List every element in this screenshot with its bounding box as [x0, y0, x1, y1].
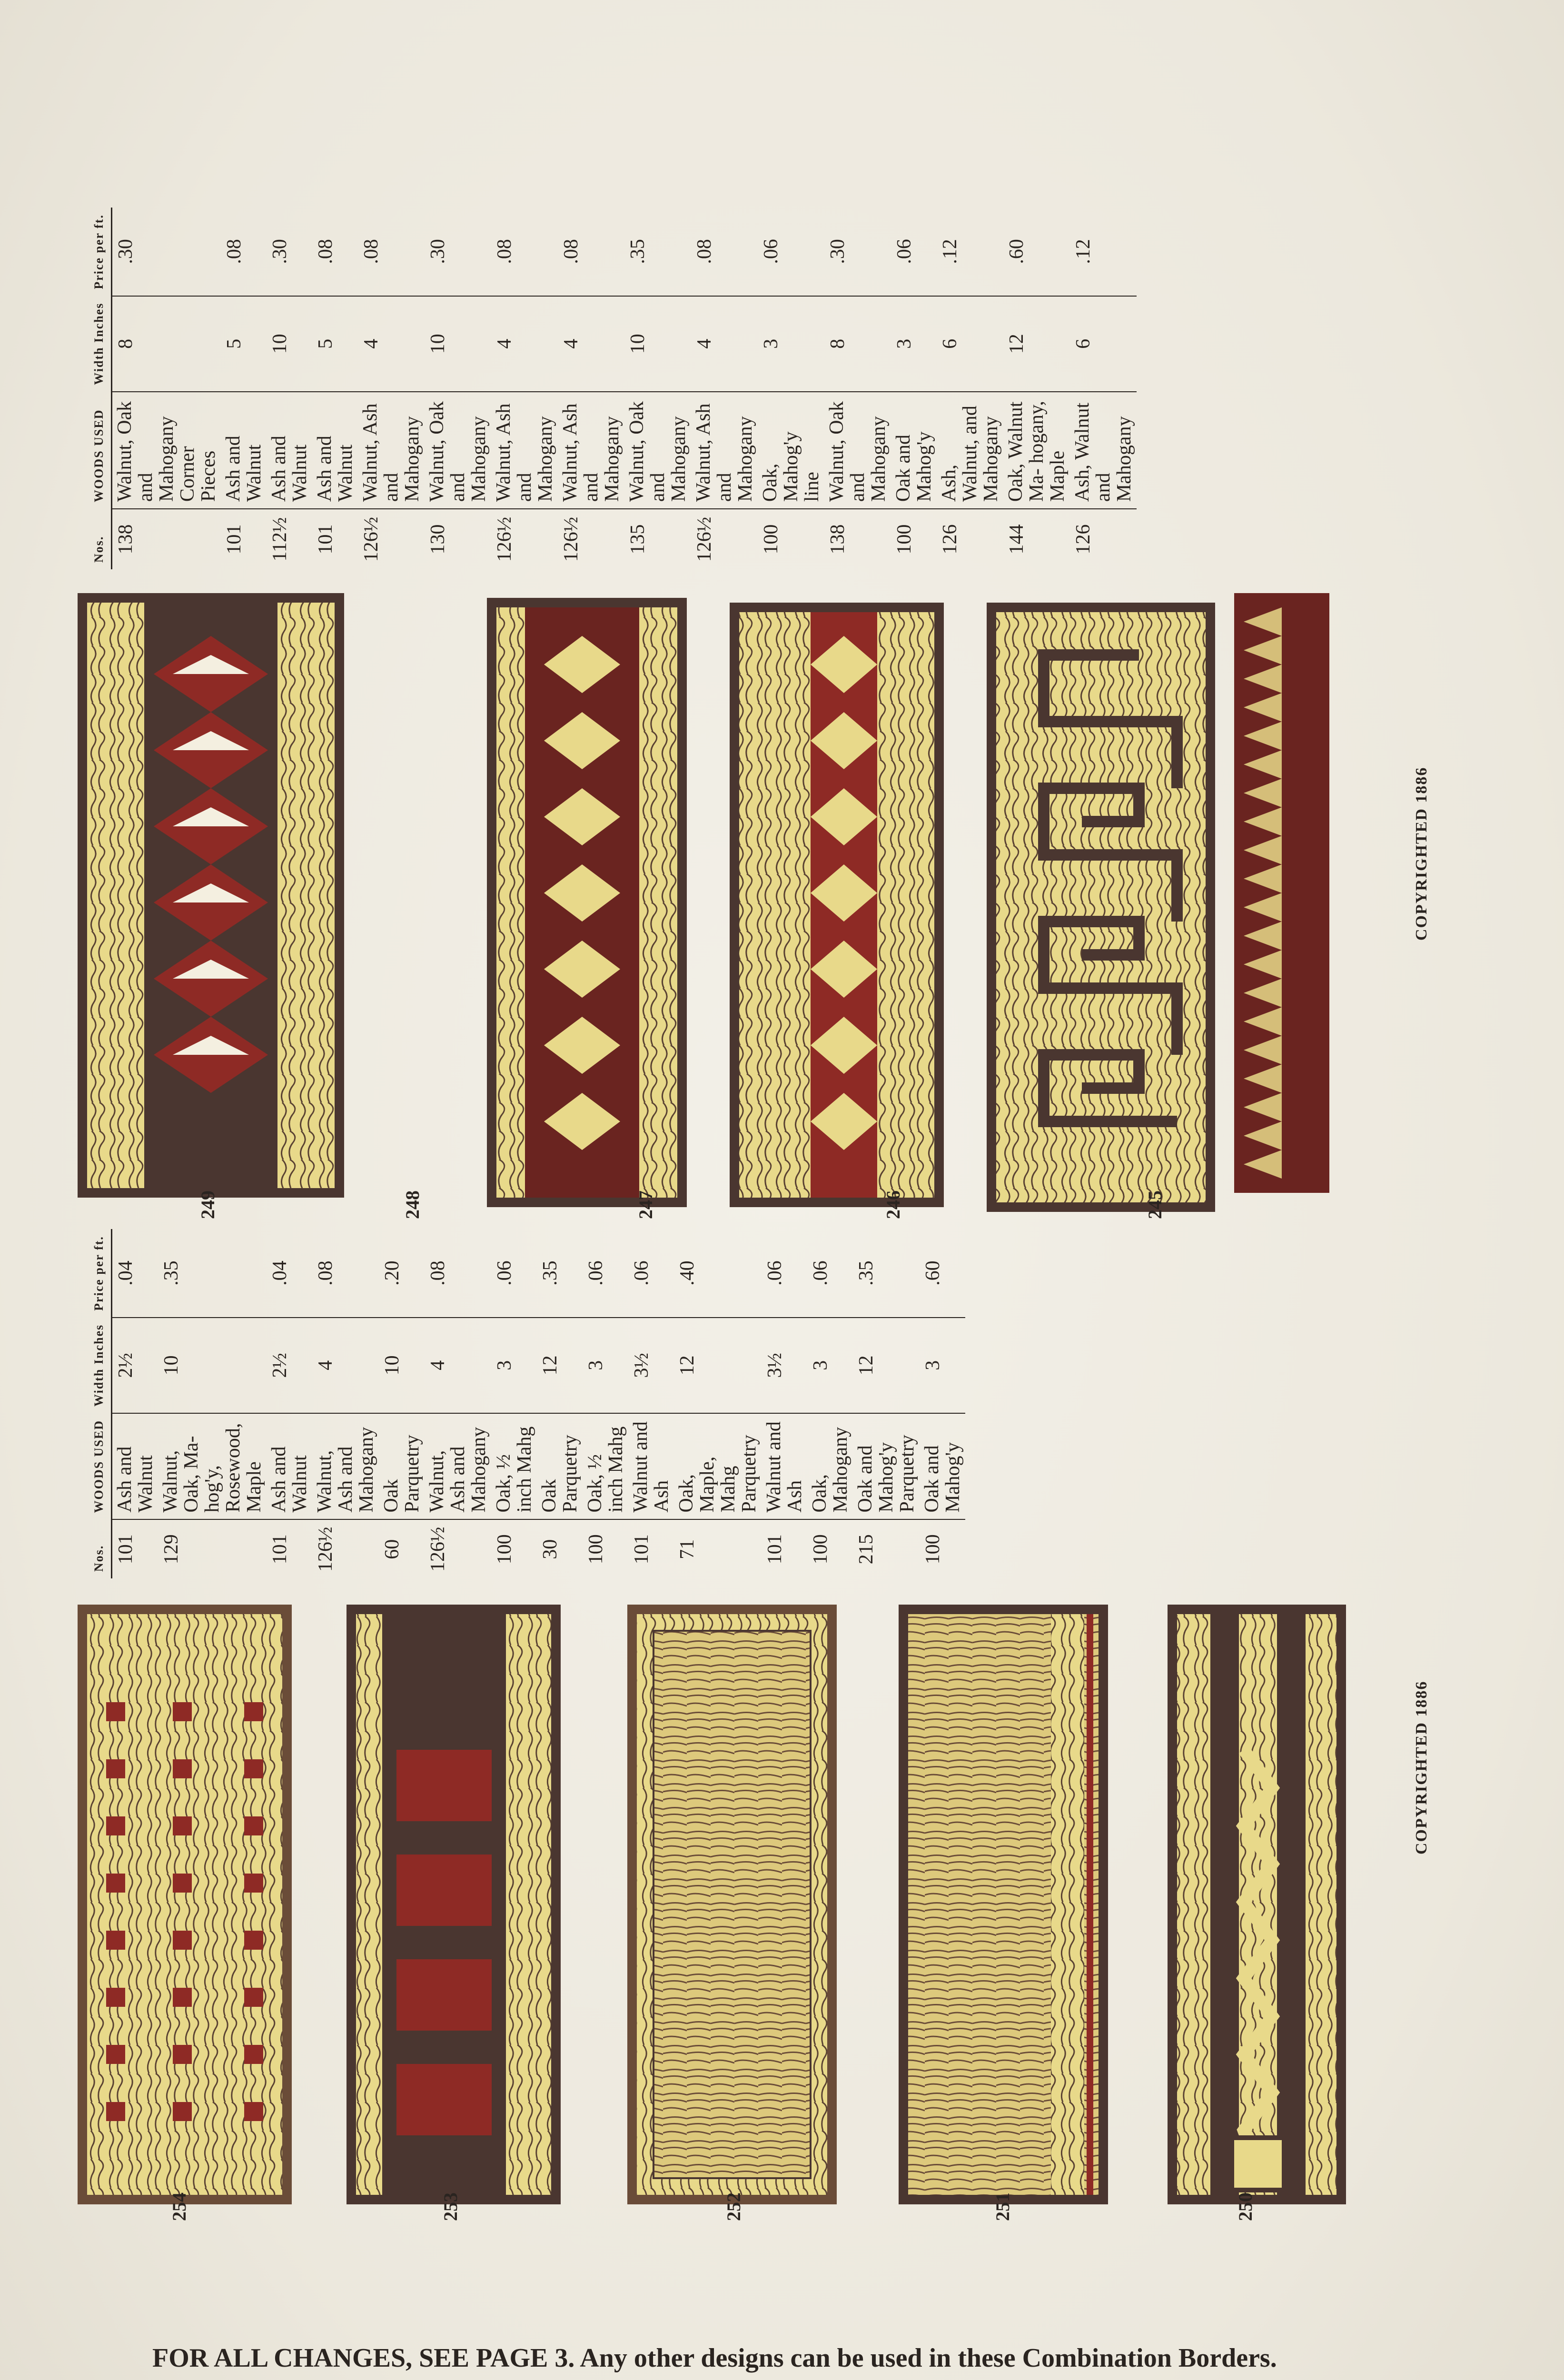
col-woods: WOODS USED — [87, 392, 112, 509]
width-cell: 3 — [920, 1318, 965, 1413]
price-cell: .06 — [758, 208, 824, 296]
width-cell: 4 — [425, 1318, 491, 1413]
woods-cell: Oak, Mahogany — [807, 1413, 853, 1520]
border-sample-252 — [627, 1605, 837, 2204]
width-cell: 10 — [379, 1318, 425, 1413]
lower-table-body — [112, 208, 1137, 569]
nos-cell: 112½ — [269, 517, 291, 562]
table-row — [920, 1229, 965, 1578]
table-row — [628, 1229, 674, 1578]
price-cell: .08 — [491, 208, 558, 296]
woods-cell: Walnut, Oak and Mahogany Corner Pieces — [112, 392, 221, 509]
price-cell: .08 — [425, 1229, 491, 1318]
woods-cell: Oak Parquetry — [379, 1413, 425, 1520]
table-row — [937, 208, 1003, 569]
nos-cell: 101 — [115, 1534, 137, 1565]
woods-cell: Ash, Walnut, and Mahogany — [937, 392, 1003, 509]
board-number-245: 245 — [1144, 1190, 1166, 1219]
border-sample-250 — [1168, 1605, 1346, 2204]
col-nos: Nos. — [87, 509, 112, 569]
table-row — [112, 208, 221, 569]
table-row — [758, 208, 824, 569]
price-cell: .08 — [691, 208, 758, 296]
width-cell: 12 — [674, 1318, 762, 1413]
price-cell: .20 — [379, 1229, 425, 1318]
border-sample-246 — [987, 603, 1215, 1212]
lower-specification-table — [87, 208, 1137, 569]
nos-cell: 129 — [160, 1534, 182, 1565]
board-number-250: 250 — [1235, 2192, 1256, 2221]
woods-cell: Oak, ½ inch Mahg — [583, 1413, 628, 1520]
table-row — [824, 208, 891, 569]
nos-cell: 101 — [631, 1534, 653, 1565]
woods-cell: Ash and Walnut — [267, 1413, 312, 1520]
board-number-248: 248 — [402, 1190, 423, 1219]
col-width: Width Inches — [87, 1318, 112, 1413]
price-cell: .60 — [920, 1229, 965, 1318]
woods-cell: Ash and Walnut — [221, 392, 267, 509]
nos-cell: 101 — [315, 524, 337, 555]
width-cell: 3½ — [628, 1318, 674, 1413]
width-cell: 12 — [537, 1318, 583, 1413]
board-number-246: 246 — [882, 1190, 904, 1219]
price-cell: .35 — [853, 1229, 920, 1318]
nos-cell: 126½ — [427, 1527, 449, 1572]
width-cell: 12 — [1003, 296, 1070, 392]
board-number-249: 249 — [197, 1190, 218, 1219]
woods-cell: Walnut, Oak and Mahogany — [624, 392, 691, 509]
width-cell: 3½ — [762, 1318, 807, 1413]
woods-cell: Walnut, Ash and Mahogany — [425, 1413, 491, 1520]
nos-cell: 215 — [855, 1534, 877, 1565]
table-row — [312, 208, 358, 569]
price-cell: .08 — [312, 1229, 379, 1318]
col-price: Price per ft. — [87, 1229, 112, 1318]
col-price: Price per ft. — [87, 208, 112, 296]
nos-cell: 100 — [893, 524, 915, 555]
board-number-251: 251 — [992, 2192, 1013, 2221]
nos-cell: 126½ — [315, 1527, 337, 1572]
border-sample-245 — [1234, 593, 1329, 1193]
nos-cell: 101 — [269, 1534, 291, 1565]
width-cell: 10 — [425, 296, 491, 392]
width-cell: 5 — [221, 296, 267, 392]
woods-cell: Ash and Walnut — [312, 392, 358, 509]
woods-cell: Oak, Walnut Ma- hogany, Maple — [1003, 392, 1070, 509]
woods-cell: Oak Parquetry — [537, 1413, 583, 1520]
nos-cell: 135 — [627, 524, 649, 555]
table-row — [558, 208, 624, 569]
width-cell: 4 — [358, 296, 425, 392]
woods-cell: Walnut and Ash — [762, 1413, 807, 1520]
nos-cell: 100 — [585, 1534, 607, 1565]
woods-cell: Ash and Walnut — [112, 1413, 158, 1520]
price-cell: .08 — [312, 208, 358, 296]
woods-cell: Oak, Mahog'y line — [758, 392, 824, 509]
lower-catalog-panel — [68, 46, 1496, 1245]
woods-cell: Walnut, Ash and Mahogany — [358, 392, 425, 509]
price-cell: .35 — [158, 1229, 267, 1318]
width-cell: 3 — [807, 1318, 853, 1413]
board-number-252: 252 — [723, 2192, 744, 2221]
nos-cell: 100 — [494, 1534, 515, 1565]
woods-cell: Walnut and Ash — [628, 1413, 674, 1520]
nos-cell: 138 — [115, 524, 137, 555]
table-row — [491, 1229, 537, 1578]
width-cell: 8 — [824, 296, 891, 392]
nos-cell: 126½ — [494, 516, 515, 562]
width-cell: 4 — [491, 296, 558, 392]
price-cell: .35 — [624, 208, 691, 296]
table-row — [267, 1229, 312, 1578]
table-row — [691, 208, 758, 569]
nos-cell: 60 — [381, 1539, 403, 1559]
table-row — [312, 1229, 379, 1578]
woods-cell: Oak and Mahog'y Parquetry — [853, 1413, 920, 1520]
woods-cell: Oak and Mahog'y — [891, 392, 937, 509]
price-cell: .30 — [425, 208, 491, 296]
table-row — [537, 1229, 583, 1578]
upper-catalog-panel — [68, 1217, 1496, 2359]
nos-cell: 144 — [1006, 524, 1028, 555]
price-cell: .08 — [558, 208, 624, 296]
table-row — [891, 208, 937, 569]
woods-cell: Walnut, Ash and Mahogany — [312, 1413, 379, 1520]
table-row — [674, 1229, 762, 1578]
table-row — [267, 208, 312, 569]
woods-cell: Walnut, Ash and Mahogany — [558, 392, 624, 509]
price-cell: .30 — [267, 208, 312, 296]
table-row — [425, 1229, 491, 1578]
price-cell: .08 — [358, 208, 425, 296]
table-row — [112, 1229, 158, 1578]
table-row — [221, 208, 267, 569]
board-number-253: 253 — [440, 2192, 461, 2221]
border-sample-248 — [487, 598, 687, 1207]
col-width: Width Inches — [87, 296, 112, 392]
col-woods: WOODS USED — [87, 1413, 112, 1520]
price-cell: .35 — [537, 1229, 583, 1318]
board-number-254: 254 — [168, 2192, 190, 2221]
price-cell: .06 — [583, 1229, 628, 1318]
price-cell: .06 — [762, 1229, 807, 1318]
price-cell: .30 — [112, 208, 221, 296]
woods-cell: Walnut, Oak and Mahogany — [824, 392, 891, 509]
upper-specification-table — [87, 1229, 965, 1578]
nos-cell: 101 — [764, 1534, 786, 1565]
woods-cell: Oak, Maple, Mahg Parquetry — [674, 1413, 762, 1520]
woods-cell: Walnut, Oak, Ma- hog'y, Rosewood, Maple — [158, 1413, 267, 1520]
table-row — [853, 1229, 920, 1578]
table-row — [583, 1229, 628, 1578]
copyright-label: COPYRIGHTED 1886 — [1413, 1680, 1430, 1854]
nos-cell: 71 — [676, 1539, 698, 1559]
table-row — [425, 208, 491, 569]
board-number-247: 247 — [635, 1190, 656, 1219]
border-sample-249 — [78, 593, 344, 1198]
footer-note: FOR ALL CHANGES, SEE PAGE 3. Any other designs can be used in these Combination Borders. — [152, 2343, 1277, 2373]
width-cell: 4 — [558, 296, 624, 392]
width-cell: 3 — [758, 296, 824, 392]
nos-cell: 100 — [760, 524, 782, 555]
woods-cell: Walnut, Ash and Mahogany — [491, 392, 558, 509]
nos-cell: 130 — [427, 524, 449, 555]
width-cell: 2½ — [267, 1318, 312, 1413]
width-cell: 12 — [853, 1318, 920, 1413]
price-cell: .06 — [807, 1229, 853, 1318]
table-row — [762, 1229, 807, 1578]
price-cell: .30 — [824, 208, 891, 296]
table-row — [158, 1229, 267, 1578]
woods-cell: Oak, ½ inch Mahg — [491, 1413, 537, 1520]
woods-cell: Ash and Walnut — [267, 392, 312, 509]
width-cell: 3 — [583, 1318, 628, 1413]
nos-cell: 101 — [223, 524, 245, 555]
nos-cell: 126½ — [560, 516, 582, 562]
nos-cell: 126 — [1072, 524, 1094, 555]
width-cell: 10 — [267, 296, 312, 392]
width-cell: 10 — [158, 1318, 267, 1413]
table-row — [379, 1229, 425, 1578]
border-sample-247 — [730, 603, 944, 1207]
price-cell: .04 — [267, 1229, 312, 1318]
border-sample-254 — [78, 1605, 292, 2204]
rotated-catalog-content — [68, 46, 1496, 2359]
width-cell: 10 — [624, 296, 691, 392]
nos-cell: 126½ — [360, 516, 382, 562]
width-cell: 6 — [1070, 296, 1137, 392]
nos-cell: 138 — [827, 524, 849, 555]
width-cell: 3 — [491, 1318, 537, 1413]
width-cell: 4 — [312, 1318, 379, 1413]
price-cell: .08 — [221, 208, 267, 296]
nos-cell: 126½ — [693, 516, 715, 562]
price-cell: .04 — [112, 1229, 158, 1318]
price-cell: .40 — [674, 1229, 762, 1318]
border-sample-253 — [346, 1605, 561, 2204]
width-cell: 2½ — [112, 1318, 158, 1413]
table-row — [807, 1229, 853, 1578]
table-row — [491, 208, 558, 569]
width-cell: 3 — [891, 296, 937, 392]
nos-cell: 30 — [539, 1539, 561, 1559]
woods-cell: Oak and Mahog'y — [920, 1413, 965, 1520]
width-cell: 4 — [691, 296, 758, 392]
table-row — [624, 208, 691, 569]
upper-table-body — [112, 1229, 966, 1578]
price-cell: .06 — [628, 1229, 674, 1318]
price-cell: .12 — [1070, 208, 1137, 296]
price-cell: .06 — [891, 208, 937, 296]
price-cell: .60 — [1003, 208, 1070, 296]
woods-cell: Walnut, Ash and Mahogany — [691, 392, 758, 509]
woods-cell: Ash, Walnut and Mahogany — [1070, 392, 1137, 509]
col-nos: Nos. — [87, 1520, 112, 1579]
nos-cell: 126 — [939, 524, 961, 555]
nos-cell: 100 — [810, 1534, 831, 1565]
table-row — [358, 208, 425, 569]
width-cell: 6 — [937, 296, 1003, 392]
width-cell: 8 — [112, 296, 221, 392]
copyright-label: COPYRIGHTED 1886 — [1413, 766, 1430, 941]
nos-cell: 100 — [922, 1534, 944, 1565]
table-row — [1003, 208, 1070, 569]
price-cell: .06 — [491, 1229, 537, 1318]
price-cell: .12 — [937, 208, 1003, 296]
table-row — [1070, 208, 1137, 569]
woods-cell: Walnut, Oak and Mahogany — [425, 392, 491, 509]
width-cell: 5 — [312, 296, 358, 392]
border-sample-251 — [899, 1605, 1108, 2204]
